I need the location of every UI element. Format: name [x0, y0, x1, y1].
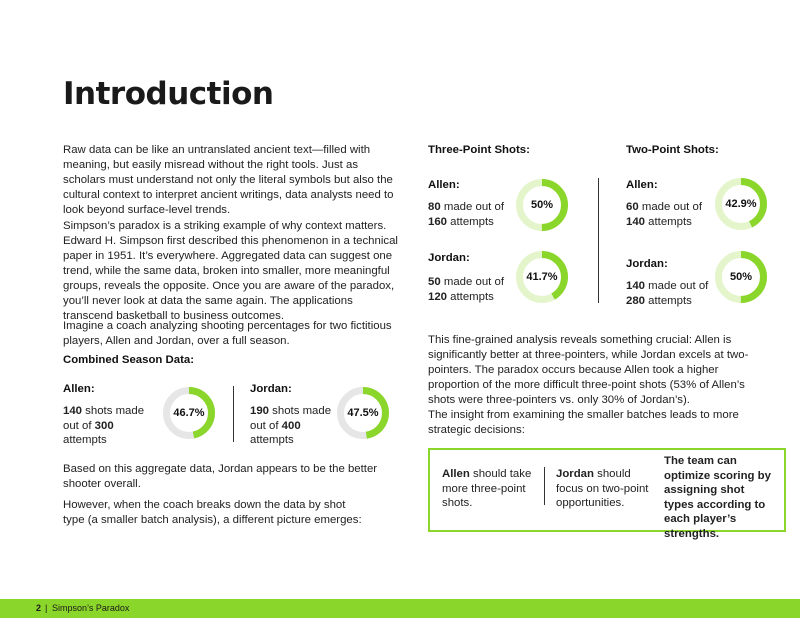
- two-point-heading: Two-Point Shots:: [626, 144, 719, 156]
- callout-divider: [544, 467, 545, 505]
- page-title: Introduction: [63, 76, 274, 112]
- two-allen-stat: 60 made out of 140 attempts: [626, 201, 702, 228]
- combined-jordan-stat: 190 shots made out of 400 attempts: [250, 405, 332, 446]
- three-jordan-donut: [514, 249, 570, 305]
- two-allen-donut: [713, 176, 769, 232]
- three-allen-label: Allen:: [428, 179, 460, 191]
- combined-jordan-percent: 47.5%: [347, 407, 379, 419]
- three-allen-percent: 50%: [530, 199, 554, 211]
- three-jordan-stat: 50 made out of 120 attempts: [428, 276, 504, 303]
- two-jordan-label: Jordan:: [626, 258, 668, 270]
- combined-allen-percent: 46.7%: [173, 407, 205, 419]
- intro-paragraph: Raw data can be like an untranslated ancient text—filled with meaning, but easily misread without the right tools. Just as scholars must understand not only the literal symbols but also the cultural context to interpret ancient writings, data analysts need to look beyond surface-level trends.: [63, 144, 394, 216]
- callout-jordan-text: Jordan should focus on two-point opportunities.: [556, 468, 649, 509]
- breakdown-paragraph: However, when the coach breaks down the data by shot type (a smaller batch analysis), a different picture emerges:: [63, 499, 362, 526]
- combined-allen-donut: [161, 385, 217, 441]
- page-number: 2: [36, 603, 42, 613]
- footer-title: Simpson’s Paradox: [52, 603, 130, 613]
- callout-team-text: The team can optimize scoring by assigning shot types according to each player’s strengths.: [664, 455, 771, 540]
- combined-jordan-label: Jordan:: [250, 383, 292, 395]
- analysis-paragraph: This fine-grained analysis reveals something crucial: Allen is significantly better at three-pointers, while Jordan excels at two-pointers. The paradox occurs because Allen took a higher proportion of the more difficult three-point shots (53% of Allen’s shots were three-pointers vs. only 30% of Jordan’s).: [428, 334, 749, 406]
- combined-jordan-donut: [335, 385, 391, 441]
- combined-allen-label: Allen:: [63, 383, 95, 395]
- three-jordan-label: Jordan:: [428, 252, 470, 264]
- two-jordan-stat: 140 made out of 280 attempts: [626, 280, 709, 307]
- two-allen-label: Allen:: [626, 179, 658, 191]
- insight-paragraph: The insight from examining the smaller batches leads to more strategic decisions:: [428, 409, 739, 436]
- three-allen-stat: 80 made out of 160 attempts: [428, 201, 504, 228]
- two-jordan-donut: [713, 249, 769, 305]
- page-footer: [0, 599, 800, 618]
- three-point-heading: Three-Point Shots:: [428, 144, 530, 156]
- combined-divider: [233, 386, 234, 442]
- callout-allen-text: Allen should take more three-point shots.: [442, 468, 532, 509]
- two-allen-percent: 42.9%: [725, 198, 757, 210]
- two-jordan-percent: 50%: [729, 271, 753, 283]
- combined-heading: Combined Season Data:: [63, 354, 195, 366]
- simpson-paragraph: Simpson’s paradox is a striking example of why context matters. Edward H. Simpson first described this phenomenon in a technical paper in 1951. It’s everywhere. Aggregated data can suggest one trend, while the same data, broken into smaller, more meaningful groups, reveals the opposite. Once you are aware of the paradox, you’ll never look at data the same again. The applications transcend basketball to business outcomes.: [63, 220, 398, 322]
- coach-paragraph: Imagine a coach analyzing shooting percentages for two fictitious players, Allen and Jordan, over a full season.: [63, 320, 392, 347]
- aggregate-paragraph: Based on this aggregate data, Jordan appears to be the better shooter overall.: [63, 463, 378, 490]
- three-allen-donut: [514, 177, 570, 233]
- combined-allen-stat: 140 shots made out of 300 attempts: [63, 405, 145, 446]
- footer-separator: |: [45, 603, 48, 613]
- three-jordan-percent: 41.7%: [526, 271, 558, 283]
- shots-divider: [598, 178, 599, 303]
